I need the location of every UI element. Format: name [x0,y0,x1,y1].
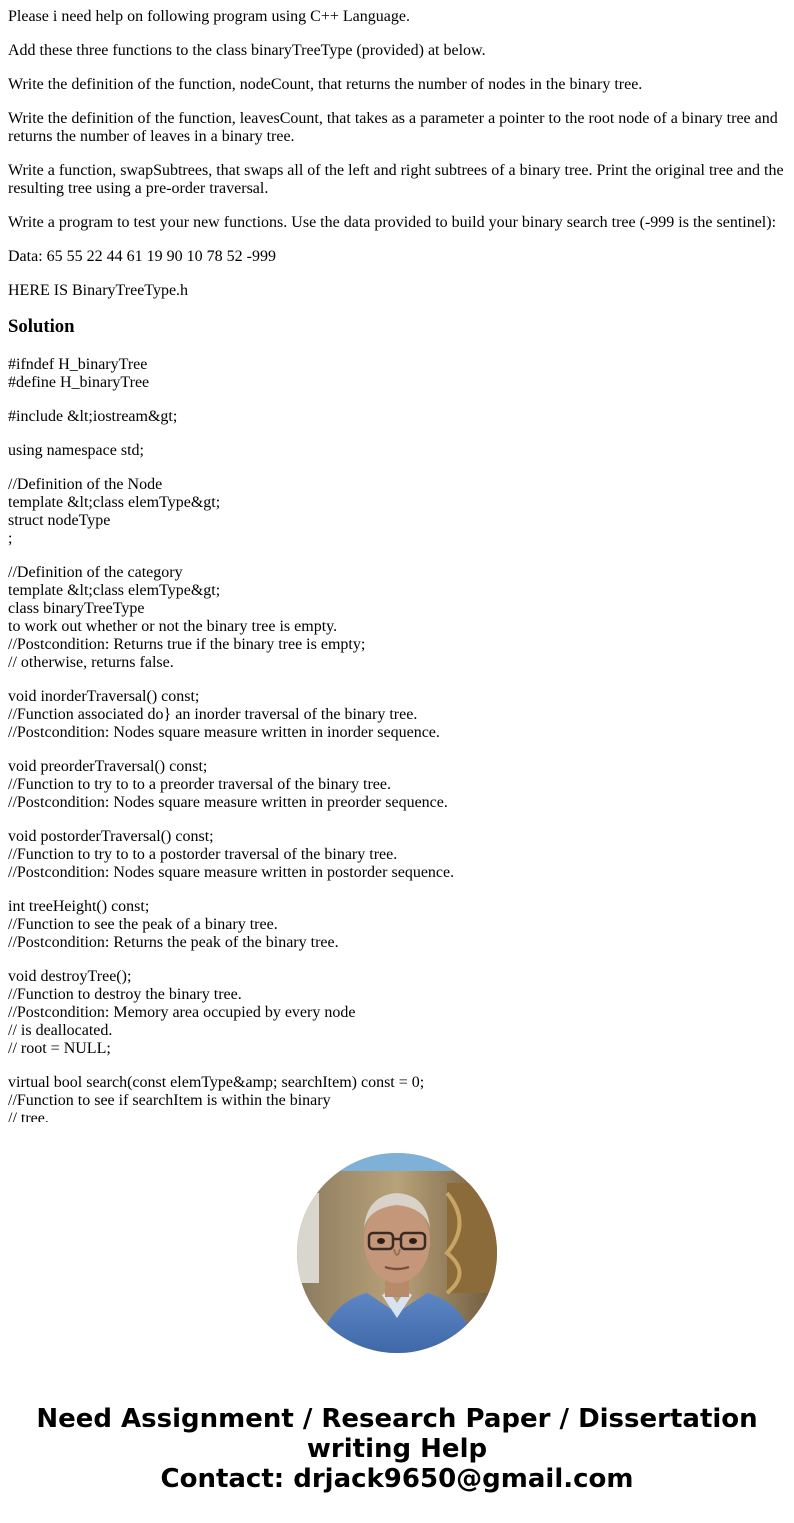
code-line: //Postcondition: Returns true if the binary tree is empty; [8,636,366,653]
code-line: void inorderTraversal() const; [8,688,200,705]
code-line: void destroyTree(); [8,968,132,985]
code-line: // tree. [8,1110,49,1122]
question-paragraph: Data: 65 55 22 44 61 19 90 10 78 52 -999 [8,248,276,265]
code-line: ; [8,530,13,547]
code-line: template &lt;class elemType&gt; [8,494,221,511]
code-line: to work out whether or not the binary tree is empty. [8,618,338,635]
code-line: // root = NULL; [8,1040,111,1057]
code-line: virtual bool search(const elemType&amp; searchItem) const = 0; [8,1074,425,1091]
code-line: using namespace std; [8,442,144,459]
question-paragraph: HERE IS BinaryTreeType.h [8,282,189,299]
code-line: // otherwise, returns false. [8,654,174,671]
question-paragraph: Add these three functions to the class binaryTreeType (provided) at below. [8,42,486,59]
code-line: //Postcondition: Nodes square measure written in preorder sequence. [8,794,448,811]
code-line: //Function to try to to a preorder traversal of the binary tree. [8,776,391,793]
code-line: //Function to try to to a postorder traversal of the binary tree. [8,846,398,863]
promo-banner [0,1404,794,1494]
code-line: //Postcondition: Returns the peak of the binary tree. [8,934,339,951]
code-line: //Definition of the category [8,564,183,581]
code-line: struct nodeType [8,512,111,529]
code-block [8,1074,788,1122]
code-block [8,476,788,548]
code-block [8,828,788,882]
promo-line-1: Need Assignment / Research Paper / Dissertation [36,1404,758,1434]
promo-line-2: writing Help [306,1434,488,1464]
portrait-image [297,1153,497,1353]
code-block [8,898,788,952]
code-line: #define H_binaryTree [8,374,150,391]
code-line: //Function to see if searchItem is within the binary [8,1092,331,1109]
code-block [8,442,788,460]
promo-line-3: Contact: drjack9650@gmail.com [160,1464,634,1494]
code-line: class binaryTreeType [8,600,145,617]
code-line: #include &lt;iostream&gt; [8,408,178,425]
code-line: void postorderTraversal() const; [8,828,214,845]
code-line: //Postcondition: Nodes square measure written in postorder sequence. [8,864,455,881]
code-line: template &lt;class elemType&gt; [8,582,221,599]
question-paragraph: Write the definition of the function, nodeCount, that returns the number of nodes in the binary tree. [8,76,643,93]
code-line: //Function associated do} an inorder traversal of the binary tree. [8,706,418,723]
question-paragraph: Write a program to test your new functions. Use the data provided to build your binary search tree (-999 is the sentinel): [8,214,777,231]
code-line: //Function to destroy the binary tree. [8,986,242,1003]
code-line: // is deallocated. [8,1022,113,1039]
code-block [8,564,788,672]
code-line: //Definition of the Node [8,476,163,493]
code-line: //Postcondition: Memory area occupied by every node [8,1004,356,1021]
code-block [8,968,788,1058]
code-line: //Function to see the peak of a binary tree. [8,916,278,933]
code-block [8,758,788,812]
question-paragraph: Write a function, swapSubtrees, that swaps all of the left and right subtrees of a binary tree. Print the original tree and the resulting tree using a pre-order traversal. [8,162,784,197]
question-text [8,8,788,300]
question-paragraph: Write the definition of the function, leavesCount, that takes as a parameter a pointer to the root node of a binary tree and returns the number of leaves in a binary tree. [8,110,778,145]
code-line: void preorderTraversal() const; [8,758,208,775]
article-content [8,8,788,1122]
code-block [8,356,788,392]
solution-code [8,356,788,1122]
code-line: int treeHeight() const; [8,898,150,915]
code-block [8,408,788,426]
question-paragraph: Please i need help on following program using C++ Language. [8,8,410,25]
code-line: //Postcondition: Nodes square measure written in inorder sequence. [8,724,440,741]
solution-heading: Solution [8,316,75,337]
code-line: #ifndef H_binaryTree [8,356,148,373]
author-photo [297,1153,497,1353]
code-block [8,688,788,742]
